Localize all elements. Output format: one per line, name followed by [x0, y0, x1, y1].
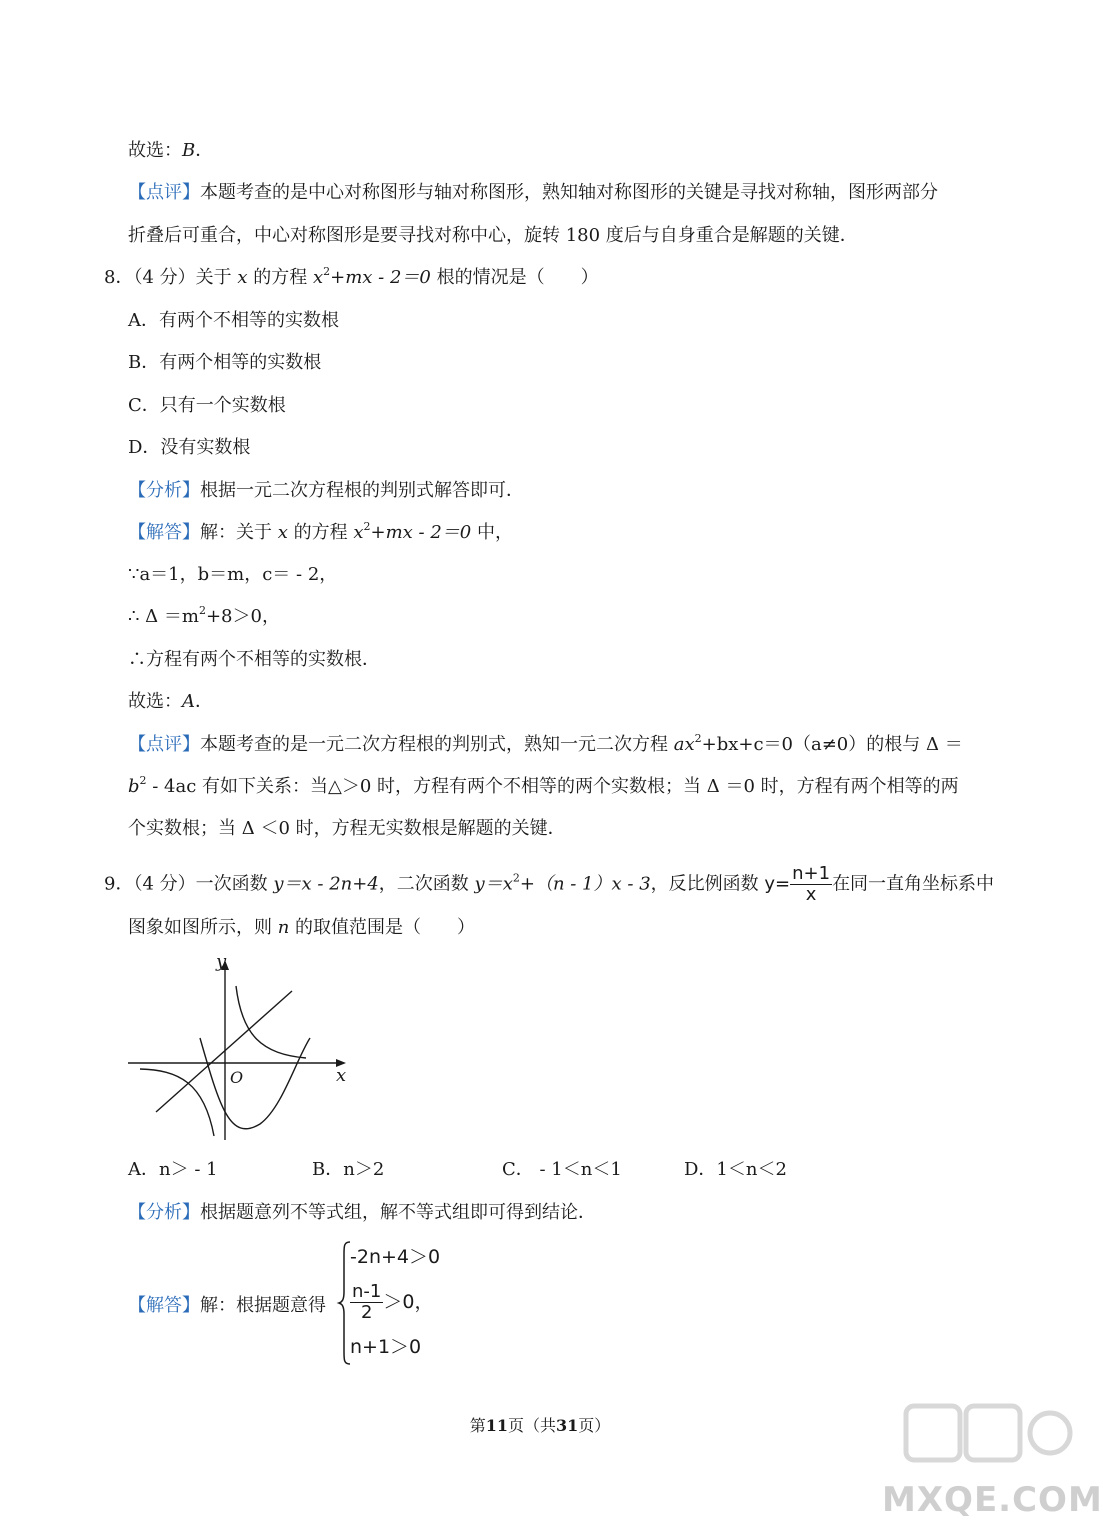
review-tag: 【点评】 — [128, 182, 200, 203]
watermark-text: MXQE.COM — [882, 1480, 1103, 1520]
origin-label: O — [230, 1068, 244, 1087]
q9-stem-cont: 图象如图所示，则 n 的取值范围是（ ） — [128, 917, 476, 938]
q9-option-c: C． - 1＜n＜1 — [502, 1159, 622, 1180]
system-row-2: $\frac{n-1}{2}$ ＞0， — [352, 1281, 434, 1323]
inequality-system — [338, 1240, 478, 1366]
q8-analysis: 【分析】根据一元二次方程根的判别式解答即可． — [128, 480, 524, 501]
linear-function-line — [156, 991, 292, 1112]
hyperbola-branch-1 — [236, 986, 306, 1058]
system-row-1: -2n+4＞0 — [350, 1246, 441, 1268]
q8-review-cont-1: $b^2 - 4ac$ 有如下关系：当△＞0 时，方程有两个不相等的两个实数根；当 Δ ＝0 时，方程有两个相等的两 — [128, 774, 959, 797]
function-graph — [122, 948, 354, 1144]
q8-review-cont-2: 个实数根；当 Δ ＜0 时，方程无实数根是解题的关键． — [128, 818, 566, 839]
x-axis-label: x — [336, 1065, 347, 1086]
q8-review: 【点评】本题考查的是一元二次方程根的判别式，熟知一元二次方程 $ax^2+bx+c=0(a\ne 0)$的根与 Δ ＝ — [128, 732, 963, 755]
q8-conclusion: 故选：A． — [128, 691, 213, 712]
q9-stem: 9．（4 分）一次函数 y＝x - 2n+4，二次函数 $y=x^2+(n - 1)x - 3$，反比例函数 y= $\frac{n+1}{x}$ 在同一直角坐标系中 — [104, 863, 995, 905]
q8-solution: 【解答】解：关于 x 的方程 $x^2+mx - 2=0$ 中， — [128, 520, 513, 543]
page-footer: 第11页（共31页） — [469, 1416, 611, 1435]
watermark-logo — [882, 1398, 1103, 1522]
q7-review: 【点评】本题考查的是中心对称图形与轴对称图形，熟知轴对称图形的关键是寻找对称轴，图形两部分 — [128, 182, 938, 203]
q8-step-1: ∵a＝1，b＝m，c＝ - 2， — [128, 564, 338, 585]
q8-step-2: ∴ $\Delta =m^2+8>0$， — [128, 604, 280, 627]
q8-option-b: B．有两个相等的实数根 — [128, 352, 322, 373]
q9-analysis: 【分析】根据题意列不等式组，解不等式组即可得到结论． — [128, 1202, 596, 1223]
parabola-curve — [200, 1038, 310, 1129]
y-axis-label: y — [216, 951, 227, 972]
q9-solution: 【解答】解：根据题意得 — [128, 1295, 326, 1316]
hyperbola-branch-2 — [140, 1069, 214, 1136]
q7-conclusion: 故选：B． — [128, 140, 214, 161]
q9-option-d: D．1＜n＜2 — [684, 1159, 787, 1180]
q8-option-a: A．有两个不相等的实数根 — [128, 310, 339, 331]
q8-option-d: D．没有实数根 — [128, 437, 251, 458]
watermark-emblem — [882, 1398, 1072, 1478]
system-row-3: n+1＞0 — [350, 1336, 422, 1358]
inverse-fraction: $\frac{n+1}{x}$ — [792, 863, 831, 905]
q9-option-a: A．n＞ - 1 — [128, 1159, 218, 1180]
q8-stem: 8．（4 分）关于 x 的方程 $x^2+mx - 2=0$ 根的情况是（ ） — [104, 265, 599, 288]
q9-option-b: B．n＞2 — [312, 1159, 385, 1180]
q8-step-3: ∴方程有两个不相等的实数根． — [128, 649, 380, 670]
q8-option-c: C．只有一个实数根 — [128, 395, 286, 416]
q7-review-cont: 折叠后可重合，中心对称图形是要寻找对称中心，旋转 180 度后与自身重合是解题的关键． — [128, 225, 858, 246]
